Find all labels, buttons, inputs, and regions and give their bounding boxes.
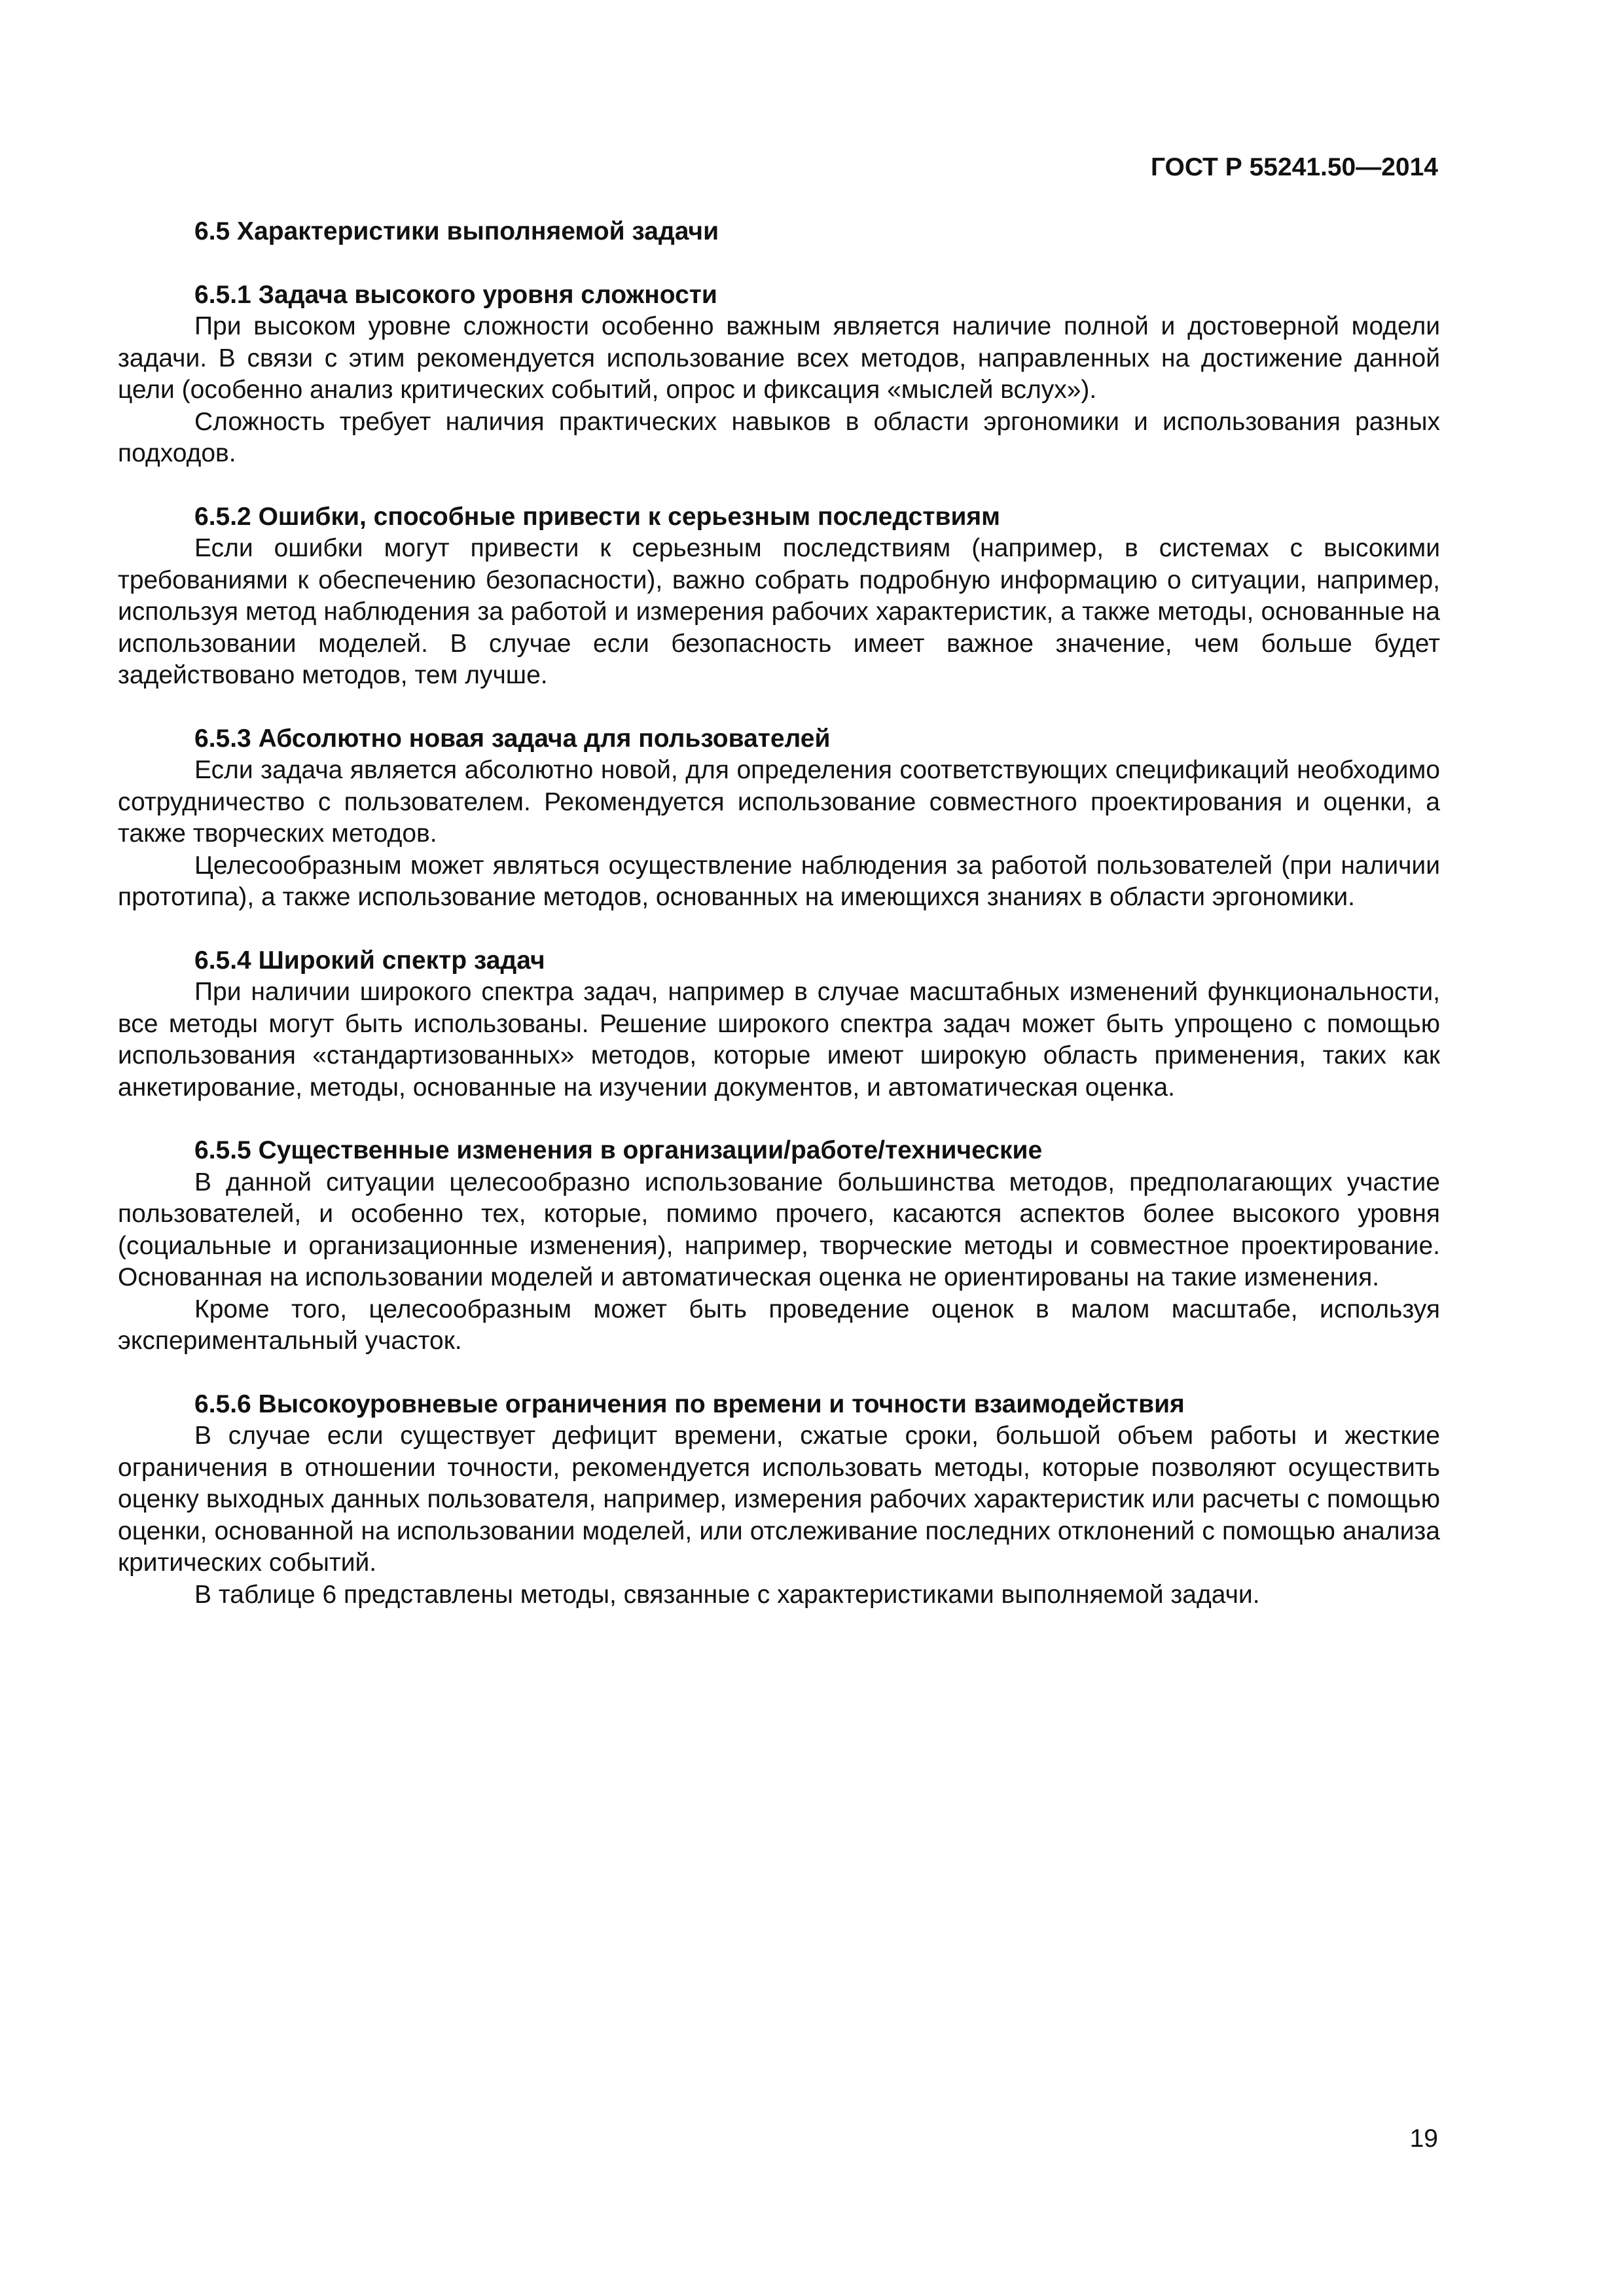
subsection-6-5-3 <box>118 723 1440 914</box>
paragraph: В данной ситуации целесообразно использование большинства методов, предполагающих участие пользователей, и особенно тех, которые, помимо прочего, касаются аспектов более высокого уровня (социальные и организационные изменения), например, творческие методы и совместное проектирование. Основанная на использовании моделей и автоматическая оценка не ориентированы на такие изменения. <box>118 1168 1440 1291</box>
subsection-6-5-4 <box>118 945 1440 1104</box>
paragraph: При наличии широкого спектра задач, например в случае масштабных изменений функциональности, все методы могут быть использованы. Решение широкого спектра задач может быть упрощено с помощью использования «стандартизованных» методов, которые имеют широкую область применения, таких как анкетирование, методы, основанные на изучении документов, и автоматическая оценка. <box>118 978 1440 1102</box>
paragraph: Если ошибки могут привести к серьезным последствиям (например, в системах с высокими требованиями к обеспечению безопасности), важно собрать подробную информацию о ситуации, например, используя метод наблюдения за работой и измерения рабочих характеристик, а также методы, основанные на использовании моделей. В случае если безопасность имеет важное значение, чем больше будет задействовано методов, тем лучше. <box>118 534 1440 689</box>
document-code-header: ГОСТ Р 55241.50—2014 <box>1150 153 1438 181</box>
subsection-6-5-5 <box>118 1135 1440 1357</box>
paragraph: Если задача является абсолютно новой, для определения соответствующих спецификаций необходимо сотрудничество с пользователем. Рекомендуется использование совместного проектирования и оценки, а также творческих методов. <box>118 756 1440 848</box>
subsection-title: 6.5.1 Задача высокого уровня сложности <box>194 280 717 309</box>
page-number: 19 <box>1409 2125 1438 2153</box>
subsection-6-5-2 <box>118 501 1440 692</box>
paragraph: В случае если существует дефицит времени, сжатые сроки, большой объем работы и жесткие ограничения в отношении точности, рекомендуется использовать методы, которые позволяют осуществить оценку выходных данных пользователя, например, измерения рабочих характеристик или расчеты с помощью оценки, основанной на использовании моделей, или отслеживание последних отклонений с помощью анализа критических событий. <box>118 1422 1440 1577</box>
paragraph: В таблице 6 представлены методы, связанные с характеристиками выполняемой задачи. <box>194 1580 1260 1609</box>
subsection-title: 6.5.3 Абсолютно новая задача для пользователей <box>194 724 831 753</box>
subsection-title: 6.5.6 Высокоуровневые ограничения по времени и точности взаимодействия <box>194 1390 1185 1418</box>
page-content <box>118 216 1440 1642</box>
subsection-title: 6.5.4 Широкий спектр задач <box>194 946 545 975</box>
subsection-title: 6.5.5 Существенные изменения в организации/работе/технические <box>194 1136 1043 1164</box>
subsection-6-5-6 <box>118 1389 1440 1611</box>
subsection-title: 6.5.2 Ошибки, способные привести к серьезным последствиям <box>194 502 1001 531</box>
paragraph: Целесообразным может являться осуществление наблюдения за работой пользователей (при наличии прототипа), а также использование методов, основанных на имеющихся знаниях в области эргономики. <box>118 851 1440 911</box>
paragraph: Кроме того, целесообразным может быть проведение оценок в малом масштабе, используя экспериментальный участок. <box>118 1295 1440 1355</box>
paragraph: Сложность требует наличия практических навыков в области эргономики и использования разных подходов. <box>118 407 1440 467</box>
subsection-6-5-1 <box>118 279 1440 470</box>
section-title: 6.5 Характеристики выполняемой задачи <box>194 217 719 245</box>
paragraph: При высоком уровне сложности особенно важным является наличие полной и достоверной модели задачи. В связи с этим рекомендуется использование всех методов, направленных на достижение данной цели (особенно анализ критических событий, опрос и фиксация «мыслей вслух»). <box>118 312 1440 404</box>
